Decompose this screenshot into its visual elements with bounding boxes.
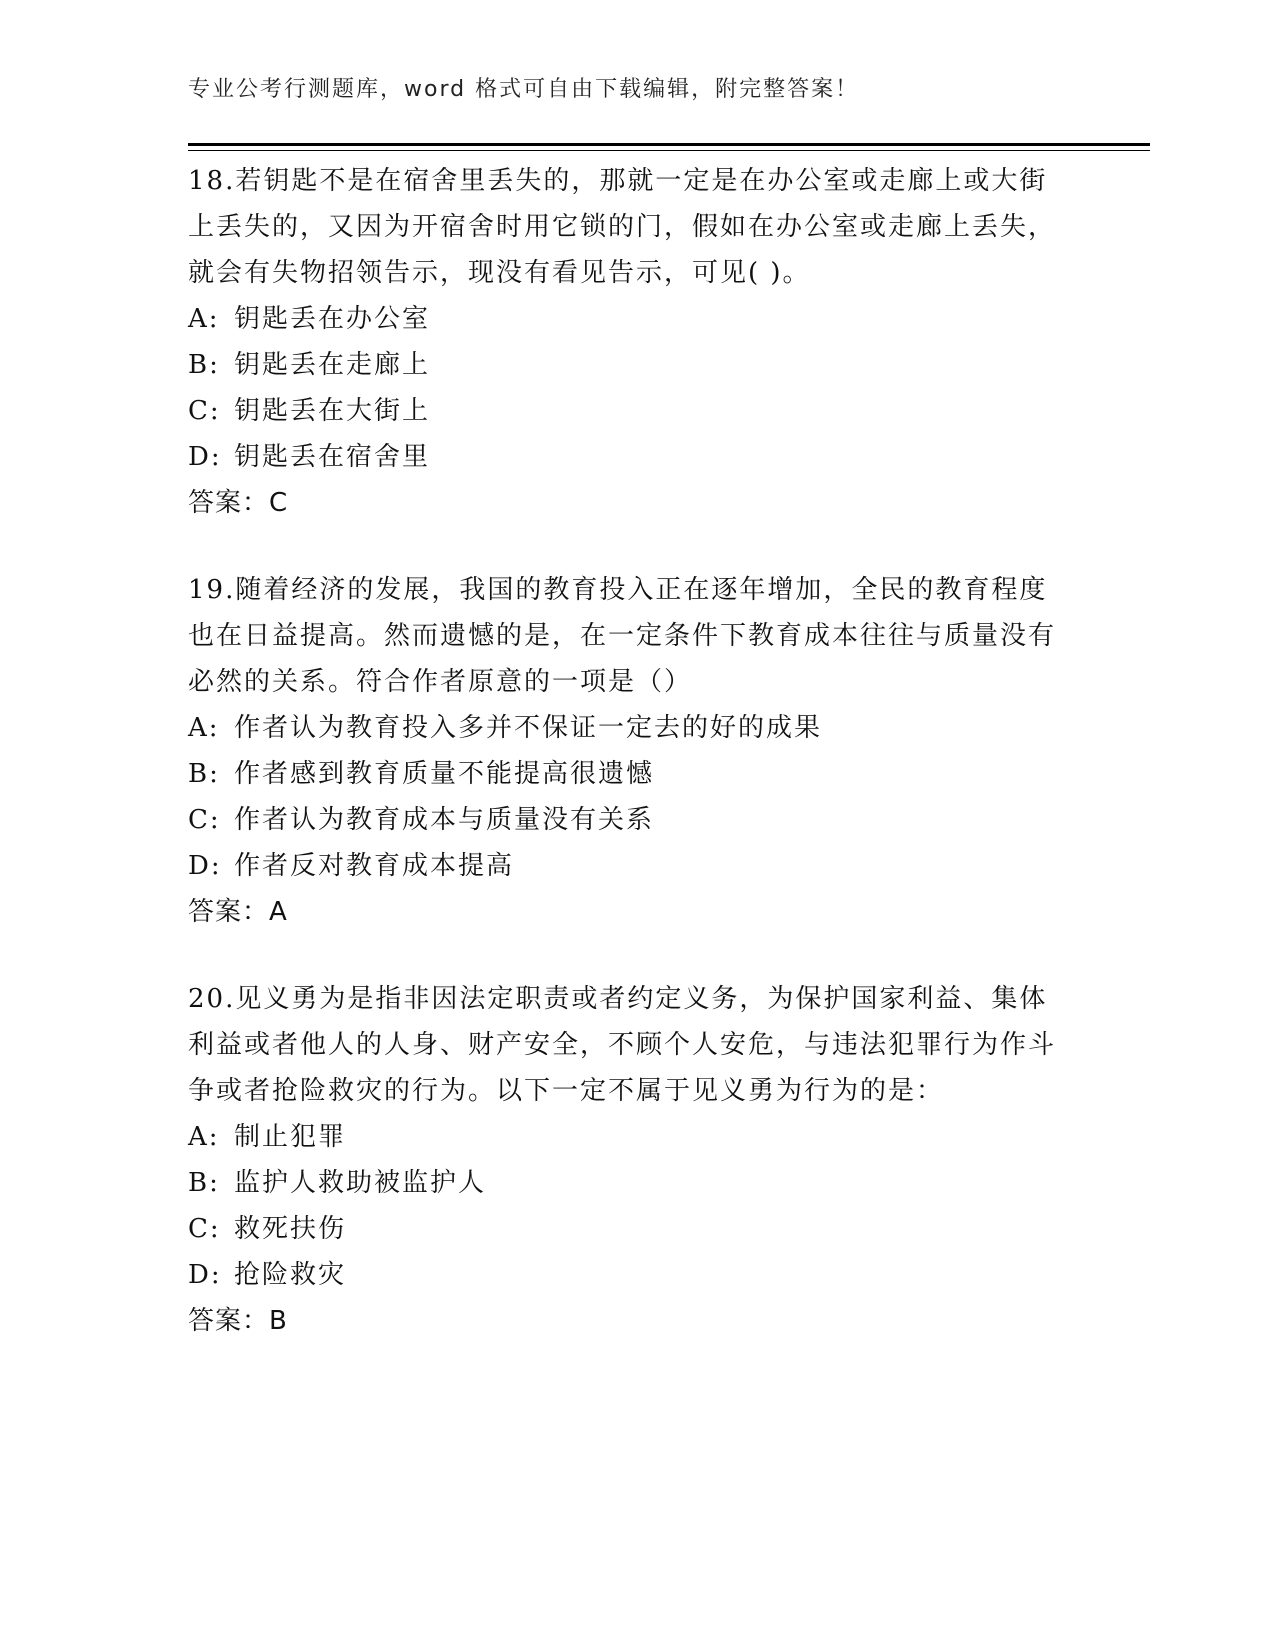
- option-text: 抢险救灾: [234, 1260, 347, 1290]
- option-letter: C:: [188, 1214, 221, 1244]
- option-d: [188, 843, 1088, 889]
- option-letter: A:: [188, 713, 220, 743]
- option-a: [188, 1114, 1088, 1160]
- option-letter: D:: [188, 851, 222, 881]
- option-text: 制止犯罪: [234, 1122, 347, 1152]
- question-18: [188, 158, 1088, 526]
- option-letter: C:: [188, 805, 221, 835]
- answer-line: 答案：C: [188, 488, 289, 518]
- answer-line: 答案：B: [188, 1306, 288, 1336]
- option-text: 作者反对教育成本提高: [234, 851, 515, 881]
- answer-line: 答案：A: [188, 897, 288, 927]
- header-rule-thin: [188, 150, 1150, 151]
- question-19: [188, 567, 1088, 935]
- option-letter: B:: [188, 1168, 220, 1198]
- option-letter: A:: [188, 1122, 220, 1152]
- option-text: 钥匙丢在办公室: [234, 304, 431, 334]
- option-letter: D:: [188, 442, 222, 472]
- option-text: 钥匙丢在走廊上: [234, 350, 431, 380]
- option-text: 救死扶伤: [234, 1214, 347, 1244]
- option-letter: C:: [188, 396, 221, 426]
- option-d: [188, 434, 1088, 480]
- option-b: [188, 1160, 1088, 1206]
- option-c: [188, 797, 1088, 843]
- option-text: 作者感到教育质量不能提高很遗憾: [234, 759, 655, 789]
- page-header: 专业公考行测题库，word 格式可自由下载编辑，附完整答案！: [188, 77, 860, 102]
- option-b: [188, 751, 1088, 797]
- option-c: [188, 388, 1088, 434]
- option-letter: B:: [188, 350, 220, 380]
- option-a: [188, 705, 1088, 751]
- option-text: 监护人救助被监护人: [234, 1168, 487, 1198]
- option-letter: A:: [188, 304, 220, 334]
- question-text: 18.若钥匙不是在宿舍里丢失的，那就一定是在办公室或走廊上或大街上丢失的，又因为开宿舍时用它锁的门，假如在办公室或走廊上丢失，就会有失物招领告示，现没有看见告示，可见( )。: [188, 166, 1057, 288]
- question-text: 20.见义勇为是指非因法定职责或者约定义务，为保护国家利益、集体利益或者他人的人身、财产安全，不顾个人安危，与违法犯罪行为作斗争或者抢险救灾的行为。以下一定不属于见义勇为行为的是：: [188, 984, 1057, 1106]
- option-a: [188, 296, 1088, 342]
- option-letter: D:: [188, 1260, 222, 1290]
- option-b: [188, 342, 1088, 388]
- option-text: 作者认为教育成本与质量没有关系: [234, 805, 655, 835]
- option-text: 作者认为教育投入多并不保证一定去的好的成果: [234, 713, 823, 743]
- option-text: 钥匙丢在大街上: [234, 396, 431, 426]
- option-letter: B:: [188, 759, 220, 789]
- option-text: 钥匙丢在宿舍里: [234, 442, 431, 472]
- option-d: [188, 1252, 1088, 1298]
- header-rule-thick: [188, 143, 1150, 146]
- question-text: 19.随着经济的发展，我国的教育投入正在逐年增加，全民的教育程度也在日益提高。然而遗憾的是，在一定条件下教育成本往往与质量没有必然的关系。符合作者原意的一项是（）: [188, 575, 1057, 697]
- option-c: [188, 1206, 1088, 1252]
- question-20: [188, 976, 1088, 1344]
